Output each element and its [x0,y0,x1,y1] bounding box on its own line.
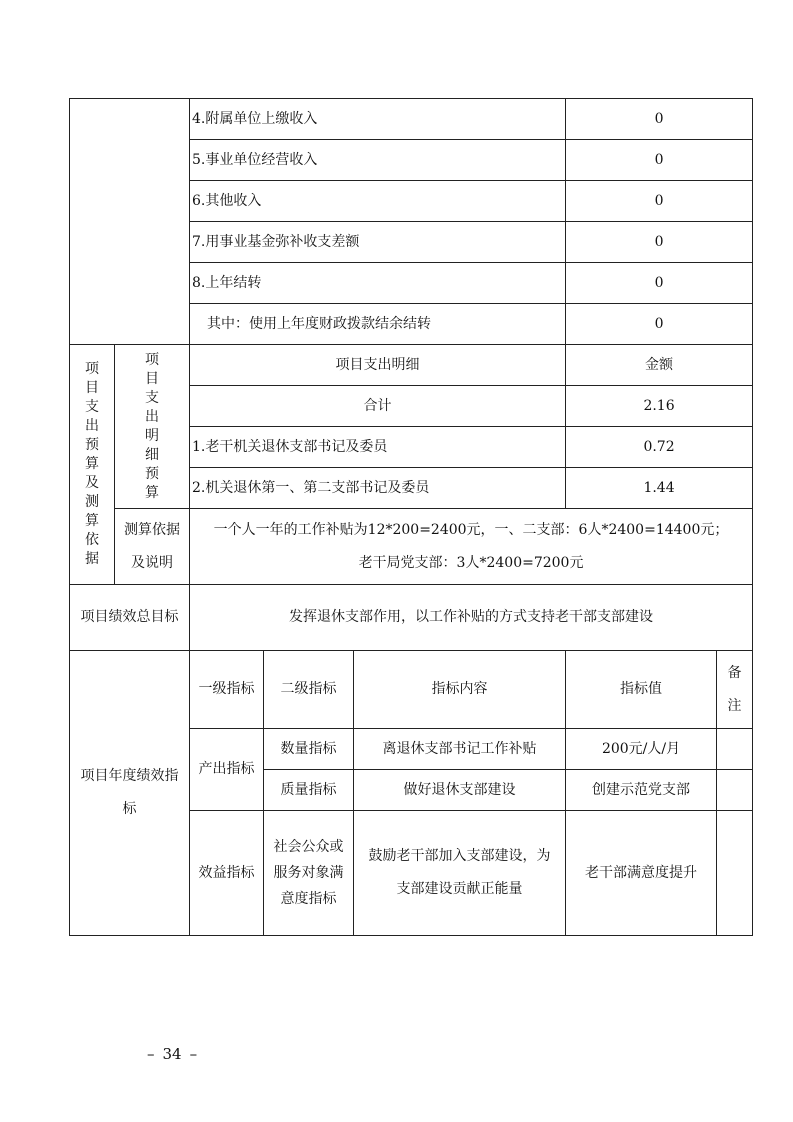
quantity-content: 离退休支部书记工作补贴 [354,729,566,770]
income-label: 4.附属单位上缴收入 [190,99,566,140]
budget-section-title-cell [70,345,115,585]
satisfaction-label-cell [264,811,354,936]
value-header: 指标值 [566,651,717,729]
benefit-label: 效益指标 [190,811,264,936]
basis-text-cell [190,509,753,585]
income-label: 5.事业单位经营收入 [190,140,566,181]
income-label: 其中：使用上年度财政拨款结余结转 [190,304,566,345]
budget-table [69,98,753,936]
income-value: 0 [566,140,753,181]
satisfaction-label-line: 意度指标 [280,891,337,907]
quality-label: 质量指标 [264,770,354,811]
satisfaction-remark [717,811,753,936]
income-label: 7.用事业基金弥补收支差额 [190,222,566,263]
basis-text-line: 一个人一年的工作补贴为12*200=2400元，一、二支部：6人*2400=14400元； [213,521,729,538]
amount-header: 金额 [566,345,753,386]
remark-header: 备 [727,664,742,681]
basis-label-line: 及说明 [131,554,173,571]
basis-text-line: 老干局党支部：3人*2400=7200元 [358,554,584,571]
goal-text: 发挥退休支部作用，以工作补贴的方式支持老干部支部建设 [190,585,753,651]
goal-label: 项目绩效总目标 [70,585,190,651]
level2-header: 二级指标 [264,651,354,729]
output-label: 产出指标 [190,729,264,811]
remark-header: 注 [727,697,742,714]
remark-header-cell [717,651,753,729]
level1-header: 一级指标 [190,651,264,729]
satisfaction-content-line: 支部建设贡献正能量 [396,881,523,897]
satisfaction-content-cell [354,811,566,936]
detail-item-label: 1.老干机关退休支部书记及委员 [190,427,566,468]
income-value: 0 [566,222,753,263]
income-row [70,99,753,140]
quantity-label: 数量指标 [264,729,354,770]
indicator-header-row [70,651,753,729]
income-value: 0 [566,304,753,345]
total-label: 合计 [190,386,566,427]
goal-row [70,585,753,651]
quality-remark [717,770,753,811]
page-number-value: 34 [162,1045,182,1063]
indicator-section-cell [70,651,190,936]
income-value: 0 [566,181,753,222]
income-label: 8.上年结转 [190,263,566,304]
content-header: 指标内容 [354,651,566,729]
detail-title-cell [115,345,190,509]
detail-item-value: 1.44 [566,468,753,509]
detail-title: 项目支出明细预算 [145,351,159,501]
detail-header: 项目支出明细 [190,345,566,386]
quality-content: 做好退休支部建设 [354,770,566,811]
basis-row [70,509,753,547]
satisfaction-content-line: 鼓励老干部加入支部建设，为 [368,848,551,864]
indicator-section-label: 项目年度绩效指 [80,768,179,784]
quantity-remark [717,729,753,770]
budget-section-title: 项目支出预算及测算依据 [85,361,99,567]
quantity-value: 200元/人/月 [566,729,717,770]
income-blank-cell [70,99,190,345]
detail-item-label: 2.机关退休第一、第二支部书记及委员 [190,468,566,509]
quality-value: 创建示范党支部 [566,770,717,811]
basis-label-cell [115,509,190,585]
total-value: 2.16 [566,386,753,427]
basis-label-line: 测算依据 [124,521,180,538]
indicator-section-label: 标 [122,801,137,817]
satisfaction-label-line: 服务对象满 [273,865,344,881]
income-value: 0 [566,263,753,304]
satisfaction-value: 老干部满意度提升 [566,811,717,936]
income-label: 6.其他收入 [190,181,566,222]
detail-item-value: 0.72 [566,427,753,468]
detail-header-row [70,345,753,386]
page-number: – 34 – [147,1045,198,1063]
satisfaction-label-line: 社会公众或 [273,839,344,855]
income-value: 0 [566,99,753,140]
